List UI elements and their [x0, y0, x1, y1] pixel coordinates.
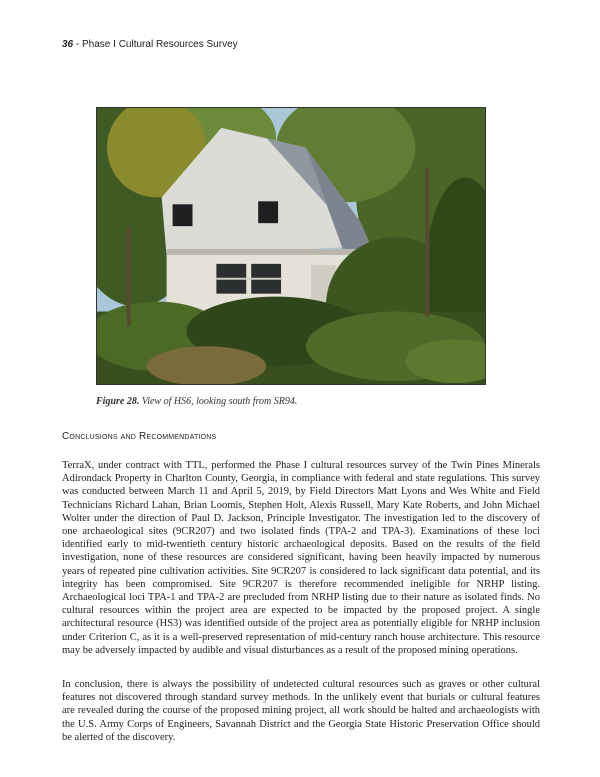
page-number: 36: [62, 39, 74, 50]
figure-caption-text: View of HS6, looking south from SR94.: [141, 396, 298, 407]
house-photo-illustration: [97, 108, 485, 384]
page-header: [62, 39, 238, 50]
section-heading: Conclusions and Recommendations: [62, 431, 217, 442]
figure-label: Figure 28.: [96, 396, 140, 407]
running-title: - Phase I Cultural Resources Survey: [75, 39, 238, 50]
figure-photo: [96, 107, 486, 385]
body-paragraph: In conclusion, there is always the possibility of undetected cultural resources such as graves or other cultural features not discovered through standard survey methods. In the unlikely event that burials or cultural features are revealed during the course of the proposed mining project, all work should be halted and archaeologists with the U.S. Army Corps of Engineers, Savannah District and the Georgia State Historic Preservation Office should be alerted of the discovery.: [62, 679, 540, 743]
body-paragraph: TerraX, under contract with TTL, performed the Phase I cultural resources survey of the Twin Pines Minerals Adirondack Property in Charlton County, Georgia, in compliance with federal and state regulations. This survey was conducted between March 11 and April 5, 2019, by Field Directors Matt Lyons and Wes White and Field Technicians Richard Lahan, Brian Loomis, Stephen Holt, Alexis Russell, Mary Kate Roberts, and John Michael Wolter under the direction of Paul D. Jackson, Principle Investigator. The investigation led to the discovery of one archaeological sites (9CR207) and two isolated finds (TPA-2 and TPA-3). Examinations of these loci identified early to mid-twentieth century historic archaeological deposits. Based on the results of the field investigation, none of these resources are considered significant, having been heavily impacted by numerous years of repeated pine cultivation activities. Site 9CR207 is considered to lack significant data potential, and its integrity has been compromised. Site 9CR207 is therefore recommended ineligible for NRHP listing. Archaeological loci TPA-1 and TPA-2 are precluded from NRHP listing due to their nature as isolated finds. No cultural resources within the project area are expected to be impacted by the proposed project. A single architectural resource (HS3) was identified outside of the project area as potentially eligible for NRHP inclusion under Criterion C, as it is a well-preserved representation of mid-century ranch house architecture. This resource may be adversely impacted by audible and visual disturbances as a result of the proposed mining operations.: [62, 460, 540, 656]
figure-caption: [96, 396, 297, 407]
